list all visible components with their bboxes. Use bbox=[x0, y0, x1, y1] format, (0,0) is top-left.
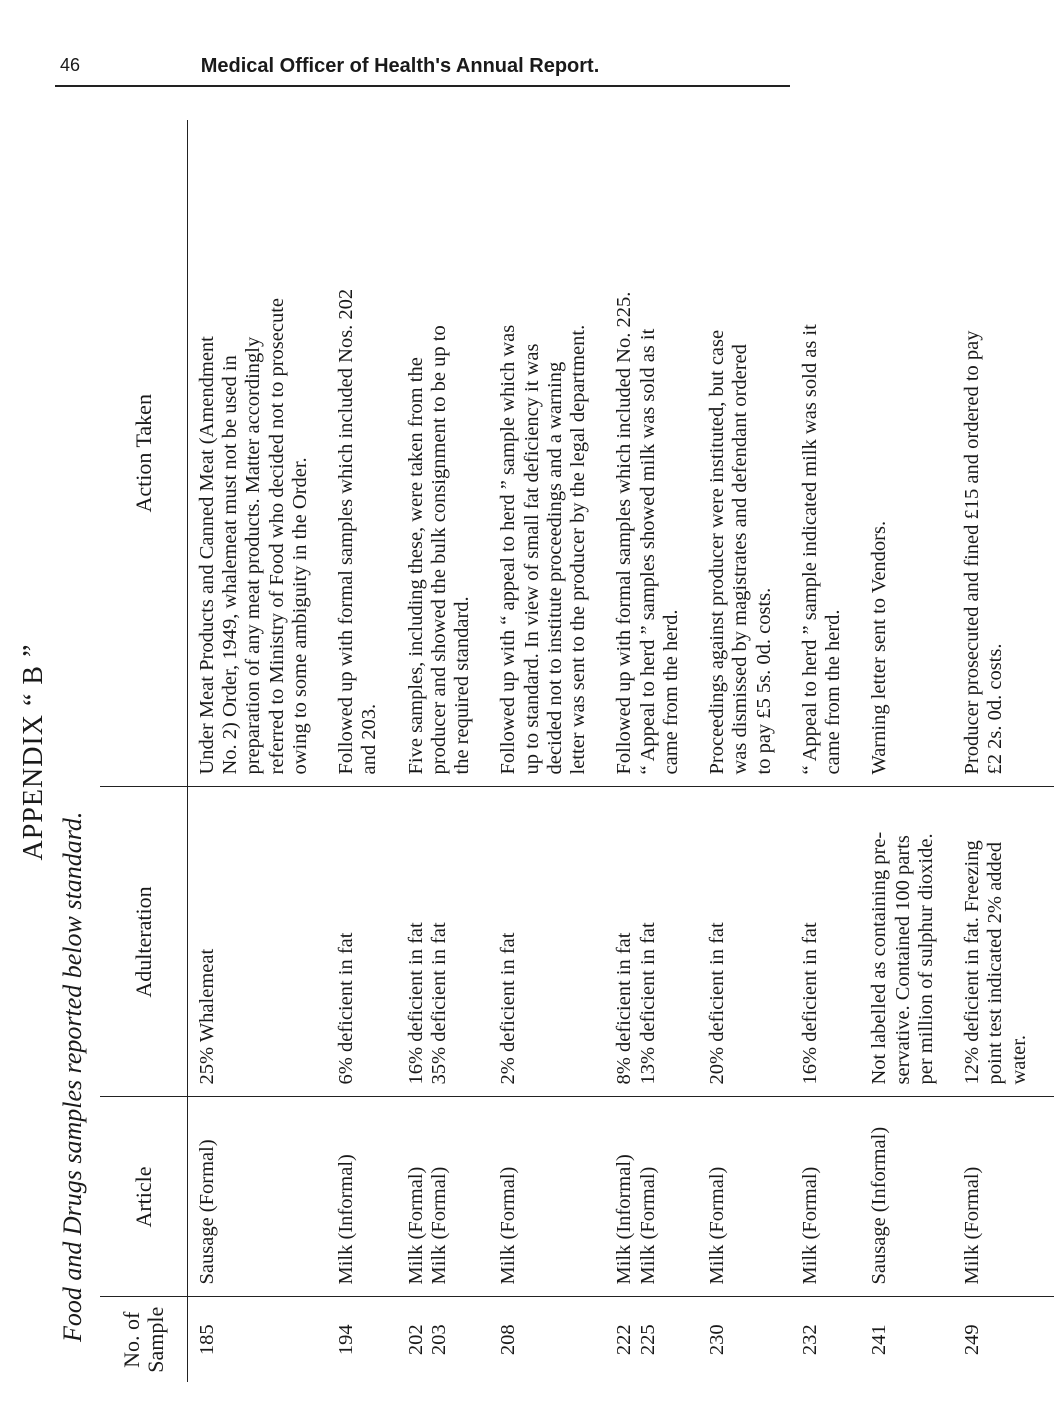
row-spacer bbox=[776, 1300, 799, 1381]
empty-line bbox=[1008, 1106, 1031, 1285]
empty-line bbox=[266, 796, 289, 1085]
row-spacer bbox=[938, 1300, 961, 1381]
row-spacer bbox=[683, 1106, 706, 1285]
article-name: Milk (Formal) bbox=[427, 1166, 450, 1285]
row-spacer bbox=[382, 796, 405, 1085]
adulteration-text: 2% deficient in fat bbox=[497, 932, 520, 1085]
row-spacer bbox=[938, 128, 961, 775]
adulteration-text: 35% deficient in fat bbox=[427, 922, 450, 1085]
empty-line bbox=[544, 796, 567, 1085]
row-spacer bbox=[776, 128, 799, 775]
article-name: Milk (Informal) bbox=[335, 1154, 358, 1285]
empty-line bbox=[984, 1300, 1007, 1381]
row-spacer bbox=[474, 128, 497, 775]
adulteration-text: 12% deficient in fat. Freezing bbox=[961, 840, 984, 1085]
article-name: Milk (Formal) bbox=[497, 1166, 520, 1285]
row-spacer bbox=[776, 1106, 799, 1285]
running-title: Medical Officer of Health's Annual Report. bbox=[200, 55, 600, 77]
empty-line bbox=[451, 1300, 474, 1381]
row-spacer bbox=[845, 1106, 868, 1285]
empty-line bbox=[915, 1106, 938, 1285]
row-spacer bbox=[382, 1106, 405, 1285]
row-spacer bbox=[312, 796, 335, 1085]
empty-line bbox=[451, 796, 474, 1085]
action-taken-column bbox=[188, 120, 1054, 787]
empty-line bbox=[521, 1300, 544, 1381]
article-name: Sausage (Informal) bbox=[868, 1126, 891, 1285]
empty-line bbox=[358, 796, 381, 1085]
sample-number: 232 bbox=[798, 1324, 821, 1356]
empty-line bbox=[567, 1106, 590, 1285]
empty-line bbox=[984, 1106, 1007, 1285]
article-column bbox=[188, 1097, 1054, 1297]
action-text: decided not to institute proceedings and a warning bbox=[543, 361, 566, 775]
action-text: preparation of any meat products. Matter accordingly bbox=[242, 336, 265, 775]
article-name: Milk (Formal) bbox=[636, 1166, 659, 1285]
empty-line bbox=[915, 1300, 938, 1381]
column-header-adulteration: Adulteration bbox=[100, 787, 188, 1097]
article-name: Milk (Formal) bbox=[706, 1166, 729, 1285]
empty-line bbox=[892, 128, 915, 775]
adulteration-text: 25% Whalemeat bbox=[196, 948, 218, 1085]
action-text: up to standard. In view of small fat deficiency it was bbox=[520, 343, 543, 775]
adulteration-text: 6% deficient in fat bbox=[335, 932, 358, 1085]
action-text: the required standard. bbox=[451, 596, 474, 775]
row-spacer bbox=[1031, 1300, 1054, 1381]
empty-line bbox=[289, 796, 312, 1085]
empty-line bbox=[753, 1106, 776, 1285]
sample-number: 194 bbox=[335, 1324, 358, 1356]
action-text: letter was sent to the producer by the legal department. bbox=[567, 324, 589, 775]
adulteration-text: water. bbox=[1007, 1034, 1030, 1085]
empty-line bbox=[915, 128, 938, 775]
action-text: referred to Ministry of Food who decided not to prosecute bbox=[265, 297, 288, 775]
empty-line bbox=[242, 1106, 265, 1285]
sample-number: 230 bbox=[706, 1324, 729, 1356]
sample-number: 203 bbox=[427, 1324, 450, 1356]
page-number: 46 bbox=[60, 55, 81, 75]
action-text: producer and showed the bulk consignment to be up to bbox=[427, 325, 450, 775]
action-text: Followed up with formal samples which included No. 225. bbox=[613, 291, 636, 775]
empty-line bbox=[892, 1106, 915, 1285]
article-name: Sausage (Formal) bbox=[196, 1139, 218, 1285]
action-text: Five samples, including these, were taken from the bbox=[404, 357, 427, 775]
row-spacer bbox=[312, 1106, 335, 1285]
empty-line bbox=[266, 1106, 289, 1285]
rotated-table-page bbox=[0, 102, 1030, 1402]
sample-number: 222 bbox=[613, 1324, 636, 1356]
empty-line bbox=[289, 1106, 312, 1285]
row-spacer bbox=[683, 796, 706, 1085]
empty-line bbox=[1008, 1300, 1031, 1381]
header-rule bbox=[55, 85, 790, 87]
empty-line bbox=[289, 1300, 312, 1381]
adulteration-column bbox=[188, 787, 1054, 1097]
row-spacer bbox=[683, 1300, 706, 1381]
action-text: and 203. bbox=[358, 703, 381, 775]
sample-number: 185 bbox=[196, 1324, 218, 1356]
empty-line bbox=[822, 796, 845, 1085]
adulteration-text: 16% deficient in fat bbox=[404, 922, 427, 1085]
row-spacer bbox=[1031, 128, 1054, 775]
table-subtitle: Food and Drugs samples reported below standard. bbox=[58, 811, 87, 1342]
empty-line bbox=[451, 1106, 474, 1285]
article-name: Milk (Informal) bbox=[613, 1154, 636, 1285]
empty-line bbox=[822, 1106, 845, 1285]
empty-line bbox=[1008, 128, 1031, 775]
action-text: Followed up with formal samples which included Nos. 202 bbox=[335, 288, 358, 775]
row-spacer bbox=[590, 796, 613, 1085]
empty-line bbox=[358, 1106, 381, 1285]
action-text: No. 2) Order, 1949, whalemeat must not be used in bbox=[219, 355, 242, 775]
sample-number: 241 bbox=[868, 1324, 891, 1356]
row-spacer bbox=[683, 128, 706, 775]
sample-number-column bbox=[188, 1297, 1054, 1382]
adulteration-text: servative. Contained 100 parts bbox=[891, 835, 914, 1085]
row-spacer bbox=[590, 128, 613, 775]
page-header bbox=[0, 0, 800, 90]
row-spacer bbox=[312, 128, 335, 775]
empty-line bbox=[729, 1106, 752, 1285]
empty-line bbox=[822, 1300, 845, 1381]
empty-line bbox=[729, 1300, 752, 1381]
empty-line bbox=[729, 796, 752, 1085]
row-spacer bbox=[312, 1300, 335, 1381]
sample-number: 225 bbox=[636, 1324, 659, 1356]
empty-line bbox=[753, 1300, 776, 1381]
empty-line bbox=[358, 1300, 381, 1381]
empty-line bbox=[567, 1300, 590, 1381]
row-spacer bbox=[845, 796, 868, 1085]
column-header-sample: No. of Sample bbox=[100, 1297, 188, 1382]
column-header-article: Article bbox=[100, 1097, 188, 1297]
action-text: owing to some ambiguity in the Order. bbox=[288, 457, 311, 775]
action-text: to pay £5 5s. 0d. costs. bbox=[752, 587, 775, 775]
empty-line bbox=[753, 796, 776, 1085]
action-text: came from the herd. bbox=[659, 609, 682, 775]
row-spacer bbox=[382, 128, 405, 775]
action-text: “ Appeal to herd ” sample indicated milk was sold as it bbox=[798, 324, 821, 775]
row-spacer bbox=[474, 1300, 497, 1381]
empty-line bbox=[892, 1300, 915, 1381]
article-name: Milk (Formal) bbox=[404, 1166, 427, 1285]
action-text: came from the herd. bbox=[822, 609, 845, 775]
row-spacer bbox=[590, 1106, 613, 1285]
table-body-row bbox=[188, 120, 1054, 1382]
row-spacer bbox=[845, 1300, 868, 1381]
article-name: Milk (Formal) bbox=[961, 1166, 984, 1285]
action-text: £2 2s. 0d. costs. bbox=[984, 643, 1007, 775]
sample-number: 208 bbox=[497, 1324, 520, 1356]
row-spacer bbox=[474, 1106, 497, 1285]
empty-line bbox=[660, 1300, 683, 1381]
empty-line bbox=[219, 1106, 242, 1285]
empty-line bbox=[219, 1300, 242, 1381]
empty-line bbox=[521, 1106, 544, 1285]
adulteration-text: 13% deficient in fat bbox=[636, 922, 659, 1085]
action-text: Producer prosecuted and fined £15 and ordered to pay bbox=[961, 330, 984, 775]
row-spacer bbox=[1031, 1106, 1054, 1285]
appendix-title: APPENDIX “ B ” bbox=[18, 643, 49, 861]
empty-line bbox=[544, 1300, 567, 1381]
action-text: Followed up with “ appeal to herd ” sample which was bbox=[497, 324, 520, 775]
empty-line bbox=[660, 796, 683, 1085]
adulteration-text: 8% deficient in fat bbox=[613, 932, 636, 1085]
adulteration-text: per million of sulphur dioxide. bbox=[914, 833, 937, 1085]
row-spacer bbox=[938, 796, 961, 1085]
empty-line bbox=[266, 1300, 289, 1381]
adulteration-text: 16% deficient in fat bbox=[798, 922, 821, 1085]
row-spacer bbox=[938, 1106, 961, 1285]
empty-line bbox=[242, 796, 265, 1085]
empty-line bbox=[544, 1106, 567, 1285]
samples-table bbox=[100, 120, 1054, 1382]
adulteration-text: Not labelled as containing pre- bbox=[868, 831, 891, 1085]
action-text: Proceedings against producer were instituted, but case bbox=[706, 329, 729, 775]
article-name: Milk (Formal) bbox=[798, 1166, 821, 1285]
empty-line bbox=[660, 1106, 683, 1285]
row-spacer bbox=[474, 796, 497, 1085]
table-header-row bbox=[100, 120, 188, 1382]
row-spacer bbox=[845, 128, 868, 775]
column-header-action: Action Taken bbox=[100, 120, 188, 787]
row-spacer bbox=[382, 1300, 405, 1381]
empty-line bbox=[521, 796, 544, 1085]
action-text: was dismissed by magistrates and defendant ordered bbox=[729, 344, 752, 775]
sample-number: 202 bbox=[404, 1324, 427, 1356]
empty-line bbox=[242, 1300, 265, 1381]
empty-line bbox=[567, 796, 590, 1085]
empty-line bbox=[219, 796, 242, 1085]
action-text: Under Meat Products and Canned Meat (Amendment bbox=[196, 336, 218, 775]
adulteration-text: point test indicated 2% added bbox=[984, 841, 1007, 1085]
action-text: “ Appeal to herd ” samples showed milk was sold as it bbox=[636, 328, 659, 775]
row-spacer bbox=[1031, 796, 1054, 1085]
adulteration-text: 20% deficient in fat bbox=[706, 922, 729, 1085]
sample-number: 249 bbox=[961, 1324, 984, 1356]
row-spacer bbox=[776, 796, 799, 1085]
action-text: Warning letter sent to Vendors. bbox=[868, 520, 891, 775]
row-spacer bbox=[590, 1300, 613, 1381]
